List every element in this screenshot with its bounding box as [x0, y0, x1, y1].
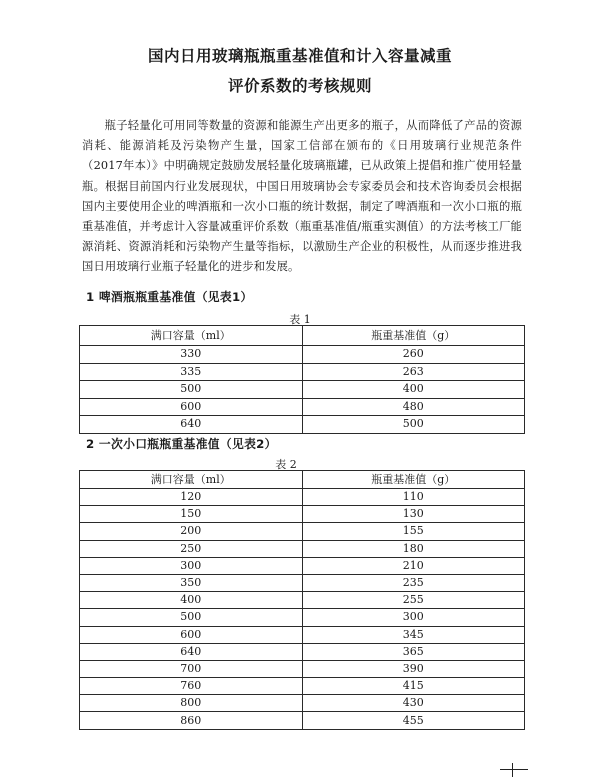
table-row	[80, 712, 525, 729]
capacity-cell: 600	[80, 626, 303, 643]
weight-cell: 365	[302, 643, 525, 660]
weight-cell: 415	[302, 678, 525, 695]
table-row	[80, 398, 525, 416]
table-row	[80, 381, 525, 399]
table-row	[80, 363, 525, 381]
weight-cell: 390	[302, 660, 525, 677]
capacity-column-header: 满口容量（ml）	[80, 471, 303, 489]
table1-caption: 表 1	[289, 313, 311, 326]
weight-cell: 130	[302, 506, 525, 523]
capacity-cell: 640	[80, 416, 303, 434]
table-row	[80, 557, 525, 574]
weight-cell: 480	[302, 398, 525, 416]
table-row	[80, 626, 525, 643]
capacity-cell: 500	[80, 381, 303, 399]
scan-mark-vertical	[512, 763, 513, 777]
table-row	[80, 523, 525, 540]
document-title-line2: 评价系数的考核规则	[227, 77, 372, 95]
weight-cell: 430	[302, 695, 525, 712]
weight-cell: 345	[302, 626, 525, 643]
weight-cell: 110	[302, 489, 525, 506]
weight-cell: 263	[302, 363, 525, 381]
table2-caption: 表 2	[275, 458, 297, 471]
capacity-cell: 150	[80, 506, 303, 523]
weight-cell: 500	[302, 416, 525, 434]
capacity-cell: 330	[80, 346, 303, 364]
capacity-cell: 700	[80, 660, 303, 677]
table-header-row	[80, 471, 525, 489]
table-row	[80, 506, 525, 523]
capacity-cell: 120	[80, 489, 303, 506]
small-mouth-bottle-table	[79, 470, 525, 730]
scan-mark-horizontal	[500, 769, 528, 770]
table-row	[80, 660, 525, 677]
weight-column-header: 瓶重基准值（g）	[302, 326, 525, 346]
weight-cell: 155	[302, 523, 525, 540]
capacity-cell: 300	[80, 557, 303, 574]
capacity-cell: 860	[80, 712, 303, 729]
table-row	[80, 609, 525, 626]
capacity-cell: 640	[80, 643, 303, 660]
intro-paragraph: 瓶子轻量化可用同等数量的资源和能源生产出更多的瓶子，从而降低了产品的资源消耗、能源消耗及污染物产生量，国家工信部在颁布的《日用玻璃行业规范条件（2017年本）》中明确规定鼓励发展轻量化玻璃瓶罐，已从政策上提倡和推广使用轻量瓶。根据目前国内行业发展现状，中国日用玻璃协会专家委员会和技术咨询委员会根据国内主要使用企业的啤酒瓶和一次小口瓶的统计数据，制定了啤酒瓶和一次小口瓶的瓶重基准值，并考虑计入容量减重评价系数（瓶重基准值/瓶重实测值）的方法考核工厂能源消耗、资源消耗和污染物产生量等指标，以激励生产企业的积极性，从而逐步推进我国日用玻璃行业瓶子轻量化的进步和发展。	[82, 119, 522, 274]
table-row	[80, 574, 525, 591]
weight-cell: 255	[302, 592, 525, 609]
capacity-cell: 800	[80, 695, 303, 712]
weight-cell: 455	[302, 712, 525, 729]
table-row	[80, 643, 525, 660]
capacity-column-header: 满口容量（ml）	[80, 326, 303, 346]
beer-bottle-table	[79, 325, 525, 434]
table-row	[80, 695, 525, 712]
table-row	[80, 416, 525, 434]
capacity-cell: 350	[80, 574, 303, 591]
weight-cell: 210	[302, 557, 525, 574]
weight-cell: 300	[302, 609, 525, 626]
section1-heading: 1 啤酒瓶瓶重基准值（见表1）	[86, 290, 253, 304]
capacity-cell: 600	[80, 398, 303, 416]
capacity-cell: 760	[80, 678, 303, 695]
table-row	[80, 346, 525, 364]
table-row	[80, 592, 525, 609]
capacity-cell: 250	[80, 540, 303, 557]
weight-column-header: 瓶重基准值（g）	[302, 471, 525, 489]
table-row	[80, 678, 525, 695]
document-title-line1: 国内日用玻璃瓶瓶重基准值和计入容量减重	[147, 47, 452, 65]
capacity-cell: 400	[80, 592, 303, 609]
weight-cell: 235	[302, 574, 525, 591]
section2-heading: 2 一次小口瓶瓶重基准值（见表2）	[86, 437, 277, 451]
table-row	[80, 489, 525, 506]
table-header-row	[80, 326, 525, 346]
table-row	[80, 540, 525, 557]
capacity-cell: 200	[80, 523, 303, 540]
capacity-cell: 500	[80, 609, 303, 626]
weight-cell: 180	[302, 540, 525, 557]
capacity-cell: 335	[80, 363, 303, 381]
weight-cell: 400	[302, 381, 525, 399]
weight-cell: 260	[302, 346, 525, 364]
